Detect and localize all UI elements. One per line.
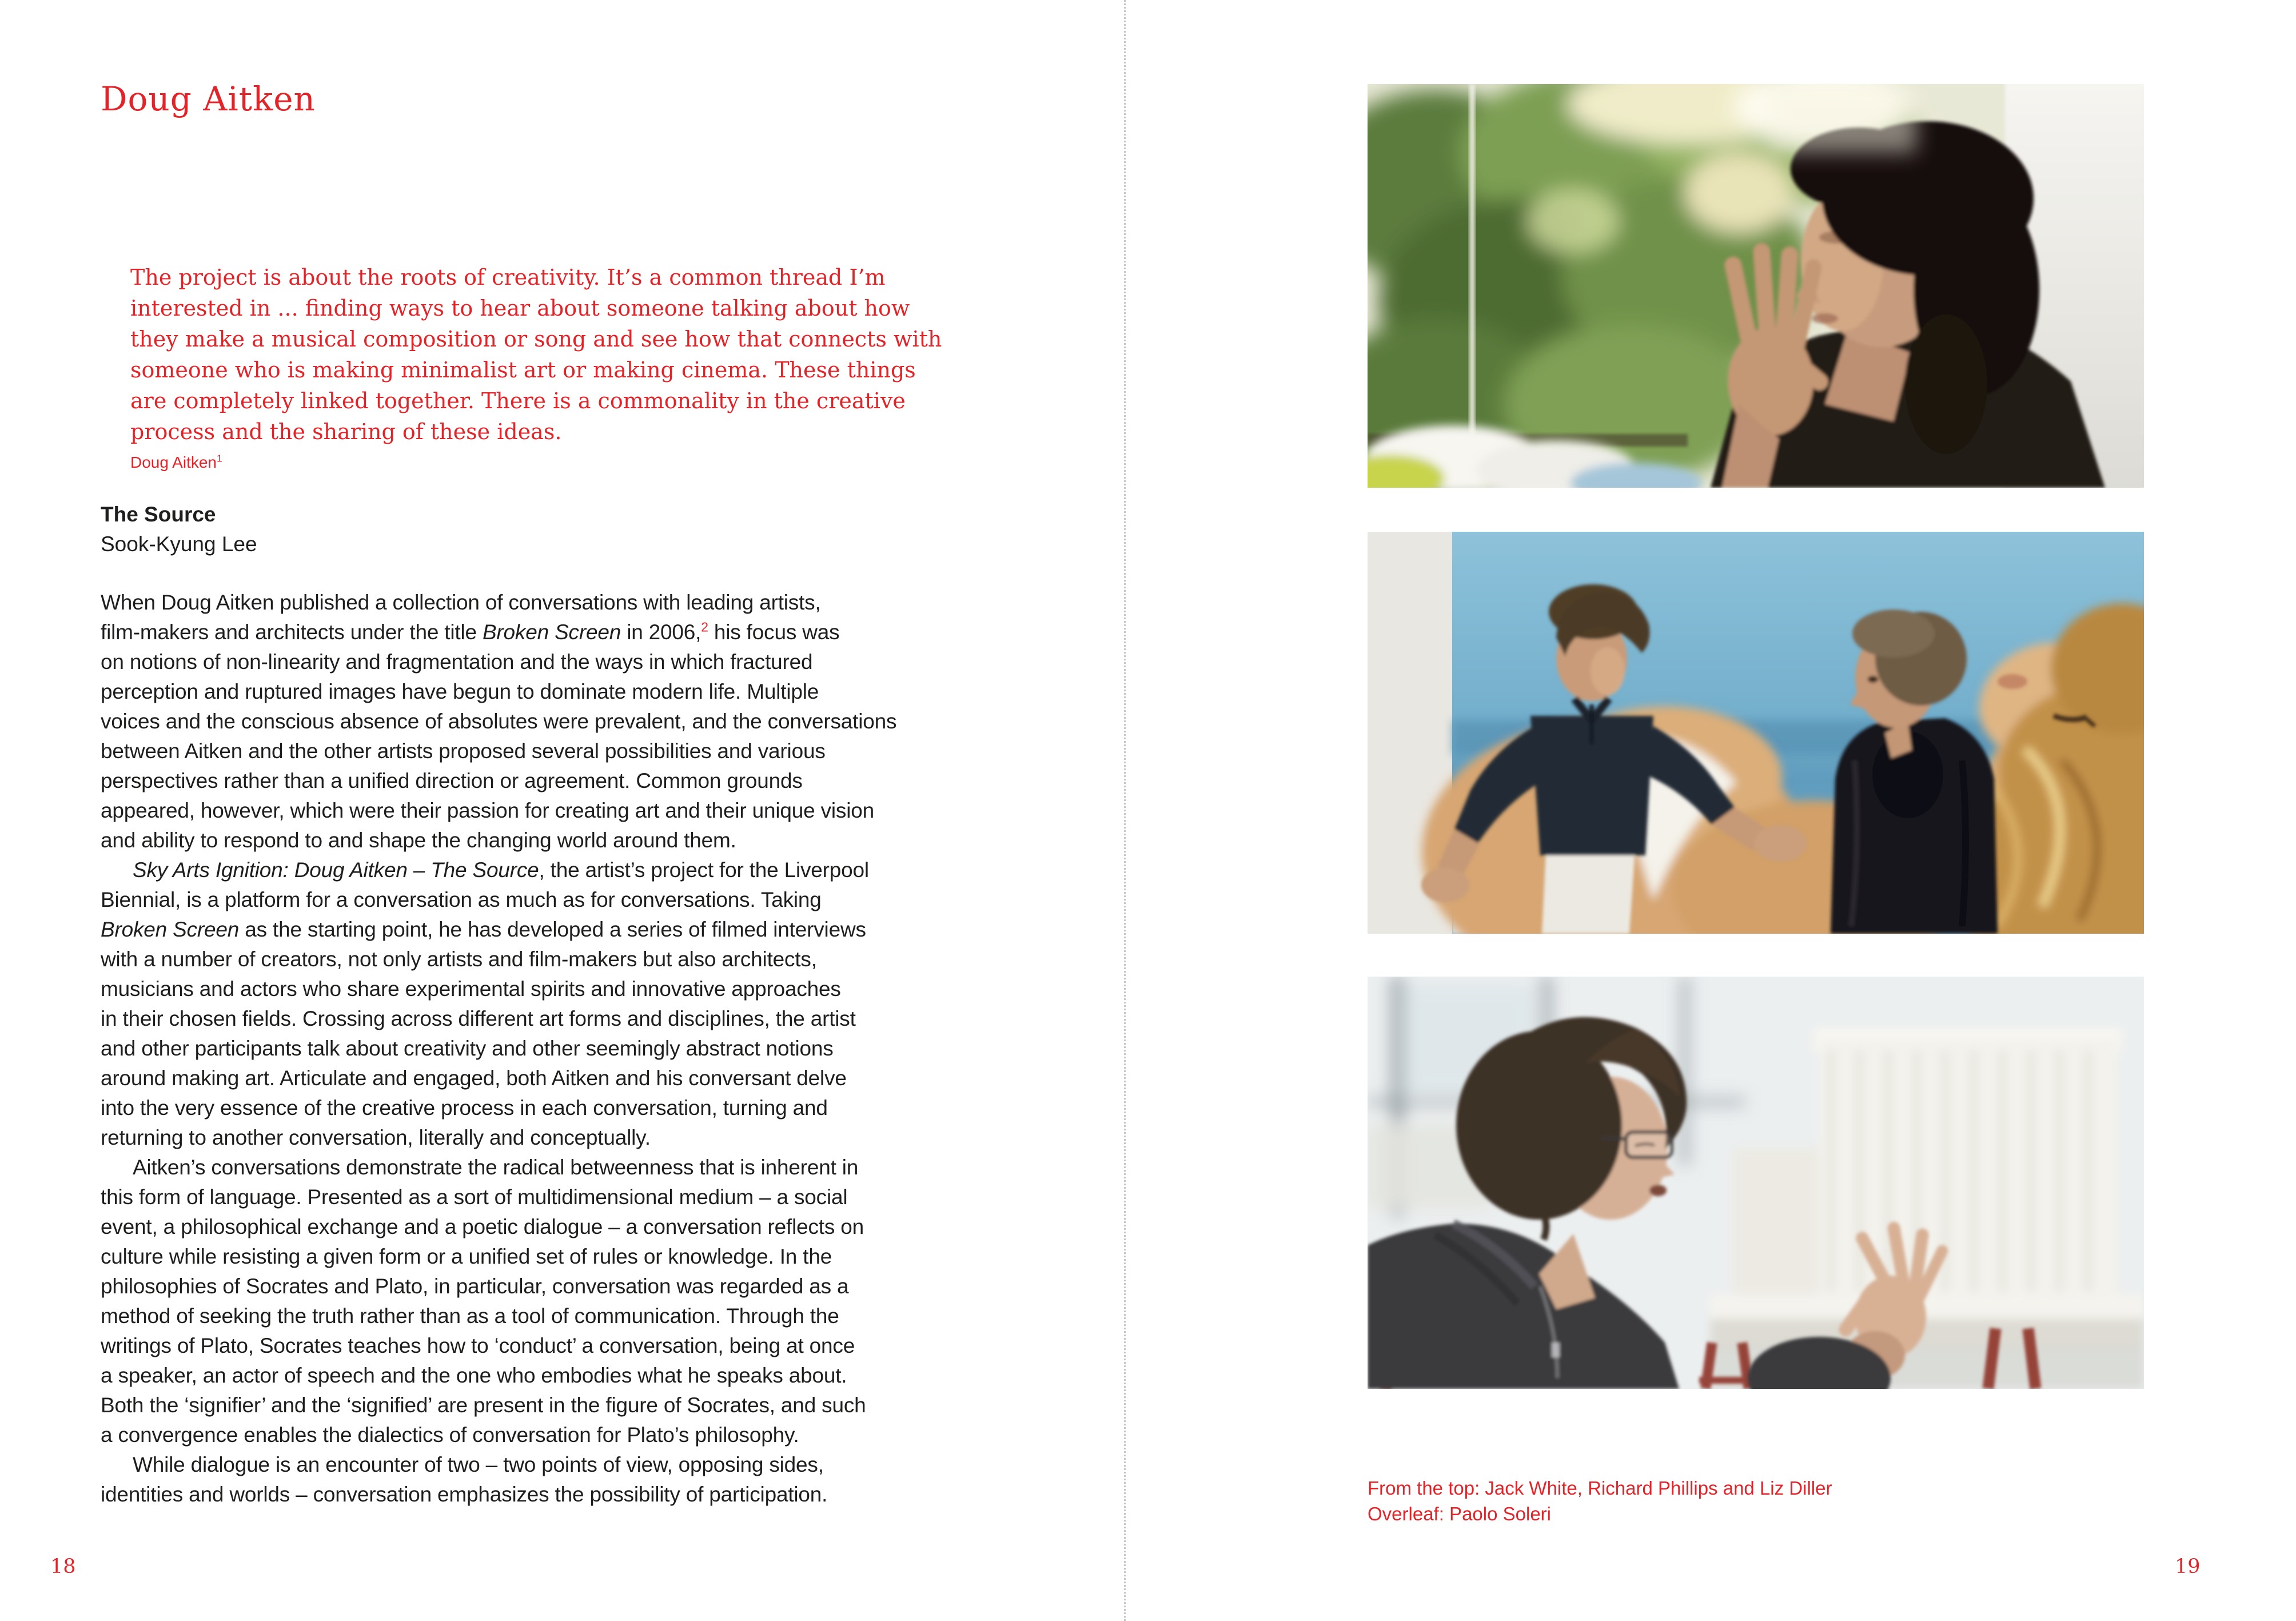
- body-line: musicians and actors who share experimental spirits and innovative approaches: [101, 977, 841, 1001]
- body-line: around making art. Articulate and engaged, both Aitken and his conversant delve: [101, 1066, 847, 1090]
- body-line: When Doug Aitken published a collection of conversations with leading artists,: [101, 591, 821, 614]
- body-line: between Aitken and the other artists proposed several possibilities and various: [101, 739, 826, 763]
- caption-line-1: From the top: Jack White, Richard Phillips and Liz Diller: [1368, 1477, 1832, 1499]
- footnote-marker-2: 2: [701, 619, 708, 635]
- page-number-left: 18: [50, 1555, 76, 1578]
- body-line: Aitken’s conversations demonstrate the radical betweenness that is inherent in: [133, 1156, 859, 1179]
- body-line: Broken Screen as the starting point, he has developed a series of filmed interviews: [101, 918, 866, 941]
- body-line: event, a philosophical exchange and a poetic dialogue – a conversation reflects on: [101, 1215, 864, 1238]
- body-line: on notions of non-linearity and fragmentation and the ways in which fractured: [101, 650, 813, 674]
- body-line: Sky Arts Ignition: Doug Aitken – The Source, the artist’s project for the Liverpool: [133, 858, 869, 882]
- body-line: with a number of creators, not only artists and film-makers but also architects,: [101, 947, 817, 971]
- body-line: perspectives rather than a unified direction or agreement. Common grounds: [101, 769, 803, 792]
- body-line: and other participants talk about creativity and other seemingly abstract notions: [101, 1037, 834, 1060]
- page-number-right: 19: [2175, 1555, 2201, 1578]
- body-line: philosophies of Socrates and Plato, in particular, conversation was regarded as a: [101, 1275, 849, 1298]
- essay-author: Sook-Kyung Lee: [101, 532, 257, 556]
- page-fold-divider: [1124, 0, 1126, 1621]
- body-line: a convergence enables the dialectics of conversation for Plato’s philosophy.: [101, 1423, 799, 1447]
- pull-quote-lines: [130, 262, 942, 447]
- body-line: a speaker, an actor of speech and the one who embodies what he speaks about.: [101, 1364, 847, 1387]
- body-line: film-makers and architects under the title Broken Screen in 2006,$^2$ his focus was: [101, 619, 840, 644]
- essay-title: The Source: [101, 503, 216, 526]
- footnote-marker-1: 1: [217, 452, 222, 464]
- body-line: identities and worlds – conversation emphasizes the possibility of participation.: [101, 1483, 828, 1506]
- body-line: perception and ruptured images have begun to dominate modern life. Multiple: [101, 680, 819, 703]
- body-line: returning to another conversation, literally and conceptually.: [101, 1126, 651, 1149]
- body-line: and ability to respond to and shape the changing world around them.: [101, 829, 736, 852]
- body-line: appeared, however, which were their passion for creating art and their unique vision: [101, 799, 874, 822]
- body-line: this form of language. Presented as a sort of multidimensional medium – a social: [101, 1185, 848, 1209]
- quote-line: process and the sharing of these ideas.: [130, 419, 562, 444]
- quote-line: interested in ... finding ways to hear about someone talking about how: [130, 296, 910, 321]
- body-line: Biennial, is a platform for a conversation as much as for conversations. Taking: [101, 888, 822, 911]
- pull-quote-attribution: Doug Aitken$^1$: [130, 452, 222, 471]
- essay-header: [101, 500, 257, 559]
- photo-richard-phillips: [1368, 532, 2144, 934]
- body-line: Both the ‘signifier’ and the ‘signified’ are present in the figure of Socrates, and such: [101, 1393, 866, 1417]
- body-line: method of seeking the truth rather than as a tool of communication. Through the: [101, 1304, 839, 1328]
- liz-diller-illustration: [1368, 977, 2144, 1389]
- body-line: in their chosen fields. Crossing across different art forms and disciplines, the artist: [101, 1007, 856, 1030]
- body-line: culture while resisting a given form or a unified set of rules or knowledge. In the: [101, 1245, 832, 1268]
- photo-jack-white: [1368, 84, 2144, 488]
- quote-line: are completely linked together. There is a commonality in the creative: [130, 388, 906, 413]
- photo-caption: [1368, 1475, 1832, 1527]
- caption-line-2: Overleaf: Paolo Soleri: [1368, 1503, 1551, 1524]
- quote-line: someone who is making minimalist art or making cinema. These things: [130, 357, 916, 383]
- body-line: writings of Plato, Socrates teaches how to ‘conduct’ a conversation, being at once: [101, 1334, 855, 1357]
- jack-white-illustration: [1368, 84, 2144, 488]
- body-line: voices and the conscious absence of absolutes were prevalent, and the conversations: [101, 710, 897, 733]
- pull-quote: [130, 262, 942, 472]
- page-title: Doug Aitken: [101, 79, 316, 118]
- essay-body: [101, 588, 896, 1510]
- quote-line: The project is about the roots of creativity. It’s a common thread I’m: [130, 265, 886, 290]
- body-line: into the very essence of the creative process in each conversation, turning and: [101, 1096, 828, 1120]
- richard-phillips-illustration: [1368, 532, 2144, 934]
- quote-line: they make a musical composition or song and see how that connects with: [130, 326, 942, 352]
- body-line: While dialogue is an encounter of two – two points of view, opposing sides,: [133, 1453, 824, 1476]
- photo-liz-diller: [1368, 977, 2144, 1389]
